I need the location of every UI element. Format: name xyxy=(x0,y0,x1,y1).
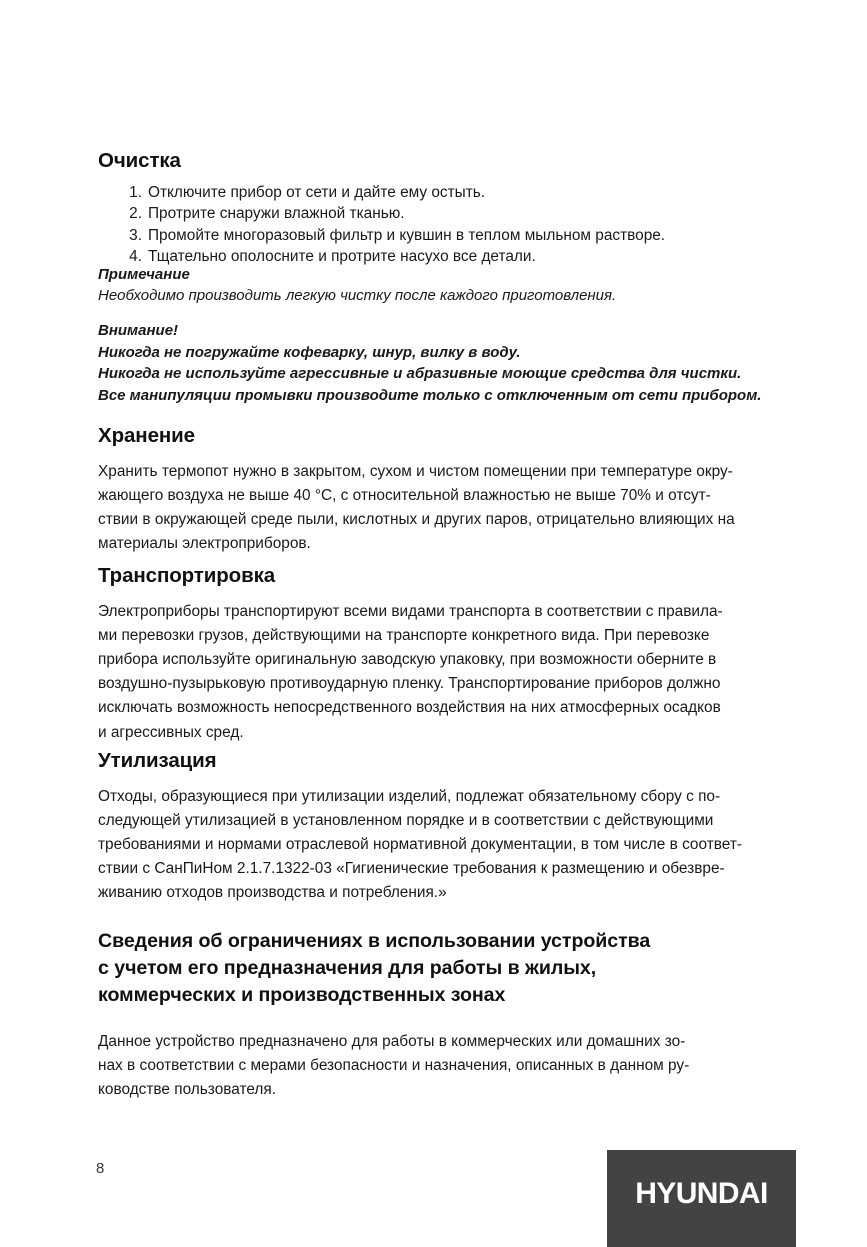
list-item-text: Тщательно ополосните и протрите насухо все детали. xyxy=(148,248,536,266)
list-item-text: Протрите снаружи влажной тканью. xyxy=(148,205,405,223)
text-line: следующей утилизацией в установленном порядке и в соответствии с действующими xyxy=(98,811,714,829)
heading-line: Сведения об ограничениях в использовании устройства xyxy=(98,930,651,952)
heading-line: коммерческих и производственных зонах xyxy=(98,984,506,1006)
transport-paragraph xyxy=(98,600,771,745)
warning-line: Никогда не используйте агрессивные и абразивные моющие средства для чистки. xyxy=(98,365,742,382)
text-line: материалы электроприборов. xyxy=(98,535,311,553)
list-item-number: 3. xyxy=(129,226,142,244)
text-line: Электроприборы транспортируют всеми видами транспорта в соответствии с правила- xyxy=(98,602,723,620)
section-notes xyxy=(98,264,788,406)
text-line: ми перевозки грузов, действующими на транспорте конкретного вида. При перевозке xyxy=(98,626,710,644)
list-item-text: Отключите прибор от сети и дайте ему остыть. xyxy=(148,183,486,201)
warning-line: Все манипуляции промывки производите только с отключенным от сети прибором. xyxy=(98,386,762,404)
text-line: жающего воздуха не выше 40 °С, с относительной влажностью не выше 70% и отсут- xyxy=(98,486,711,504)
text-line: требованиями и нормами отраслевой нормативной документации, в том числе в соответ- xyxy=(98,835,742,853)
list-item-text: Промойте многоразовый фильтр и кувшин в теплом мыльном растворе. xyxy=(148,226,666,244)
note-body: Необходимо производить легкую чистку после каждого приготовления. xyxy=(98,287,617,304)
usage-limits-heading xyxy=(98,928,771,1009)
section-usage-limits xyxy=(98,928,771,1103)
list-item-number: 4. xyxy=(129,248,142,266)
text-line: ствии в окружающей среде пыли, кислотных и других паров, отрицательно влияющих на xyxy=(98,510,735,528)
cleaning-steps-list xyxy=(98,182,771,268)
page-number: 8 xyxy=(96,1160,105,1177)
disposal-paragraph xyxy=(98,785,771,906)
list-item-number: 1. xyxy=(129,183,142,201)
text-line: воздушно-пузырьковую противоударную пленку. Транспортирование приборов должно xyxy=(98,675,721,693)
hyundai-logo-text: HYUNDAI xyxy=(635,1177,768,1210)
list-item xyxy=(98,203,771,225)
text-line: Данное устройство предназначено для работы в коммерческих или домашних зо- xyxy=(98,1033,686,1050)
usage-limits-paragraph xyxy=(98,1030,771,1103)
section-cleaning xyxy=(98,149,771,268)
section-title-storage: Хранение xyxy=(98,424,195,447)
text-line: живанию отходов производства и потребления.» xyxy=(98,884,447,902)
warning-block xyxy=(98,320,788,406)
list-item-number: 2. xyxy=(129,205,142,223)
note-heading: Примечание xyxy=(98,266,190,283)
text-line: нах в соответствии с мерами безопасности и назначения, описанных в данном ру- xyxy=(98,1057,690,1075)
heading-line: с учетом его предназначения для работы в жилых, xyxy=(98,957,597,979)
text-line: исключать возможность непосредственного воздействия на них атмосферных осадков xyxy=(98,699,721,717)
text-line: Хранить термопот нужно в закрытом, сухом и чистом помещении при температуре окру- xyxy=(98,462,733,480)
text-line: Отходы, образующиеся при утилизации изделий, подлежат обязательному сбору с по- xyxy=(98,787,721,805)
section-title-transport: Транспортировка xyxy=(98,564,276,587)
section-title-cleaning: Очистка xyxy=(98,149,181,172)
list-item xyxy=(98,182,771,204)
section-transport xyxy=(98,564,771,745)
text-line: ствии с СанПиНом 2.1.7.1322-03 «Гигиенические требования к размещению и обезвре- xyxy=(98,860,725,878)
text-line: ководстве пользователя. xyxy=(98,1081,276,1099)
section-storage xyxy=(98,424,771,556)
section-title-disposal: Утилизация xyxy=(98,749,217,772)
text-line: прибора используйте оригинальную заводскую упаковку, при возможности оберните в xyxy=(98,650,717,668)
warning-line: Никогда не погружайте кофеварку, шнур, вилку в воду. xyxy=(98,343,521,361)
text-line: и агрессивных сред. xyxy=(98,723,244,741)
section-disposal xyxy=(98,749,771,906)
hyundai-logo xyxy=(607,1150,796,1247)
storage-paragraph xyxy=(98,460,771,557)
warning-heading: Внимание! xyxy=(98,322,179,339)
list-item xyxy=(98,225,771,247)
